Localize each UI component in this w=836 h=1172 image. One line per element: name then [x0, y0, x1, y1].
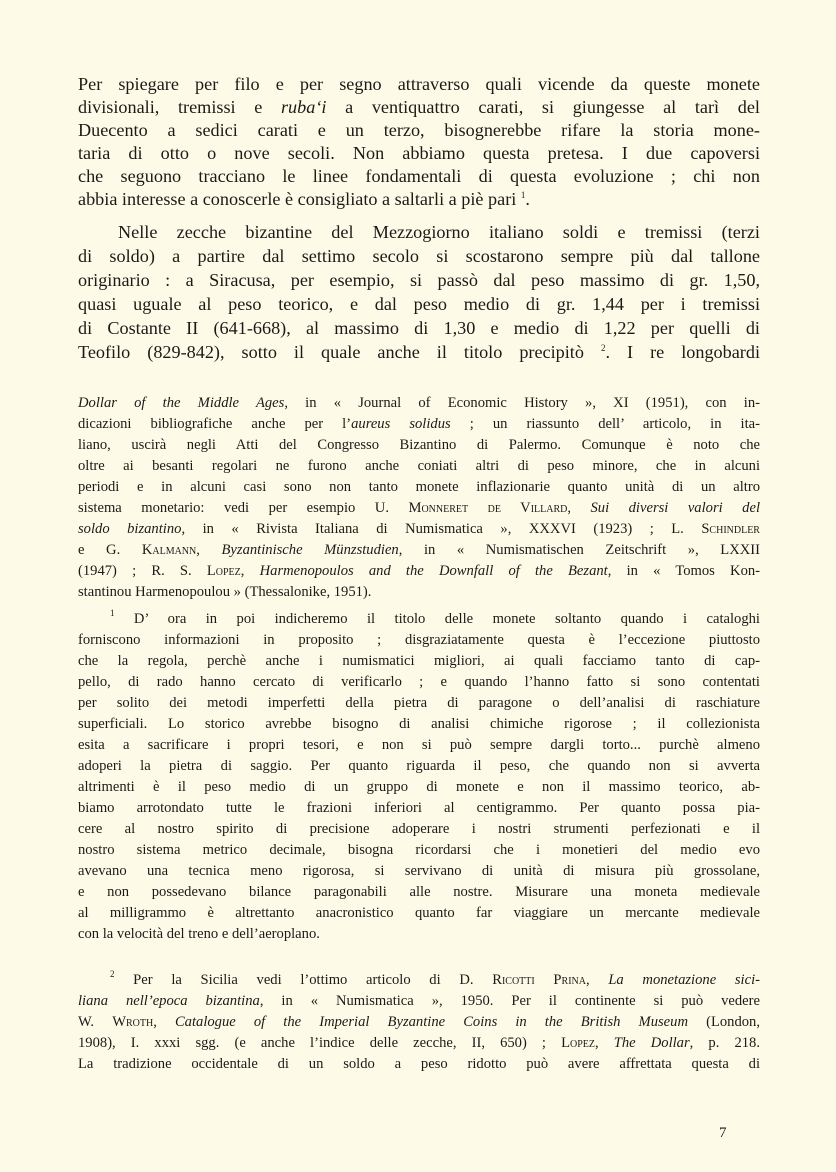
- text-span: sistema monetario: vedi per esempio U.: [78, 500, 409, 516]
- text-span: . I re longobardi: [605, 342, 760, 362]
- footnote-line: e non possedevano bilance paragonabili alle nostre. Misurare una moneta medievale: [78, 884, 760, 900]
- text-line: [78, 97, 760, 118]
- text-span: ,: [240, 563, 260, 579]
- text-span: D’ ora in poi indicheremo il titolo delle monete soltanto quando i cataloghi: [114, 611, 760, 627]
- italic-title: aureus solidus: [351, 416, 451, 432]
- text-span: , in « Numismatischen Zeitschrift », LXXII: [398, 542, 761, 558]
- text-span: ,: [585, 972, 609, 988]
- footnote-ref[interactable]: 2: [600, 343, 606, 353]
- author-name: Lopez: [206, 563, 241, 579]
- author-name: Schindler: [701, 521, 760, 537]
- footnote-line: liano, uscirà negli Atti del Congresso Bizantino di Palermo. Comunque è noto che: [78, 437, 760, 453]
- footnote-line: avevano una tecnica meno rigorosa, si servivano di unità di misura più grossolane,: [78, 863, 760, 879]
- italic-term: ruba‘i: [280, 97, 327, 117]
- footnote-line: La tradizione occidentale di un soldo a peso ridotto può avere affrettata questa di: [78, 1056, 760, 1072]
- text-span: Per la Sicilia vedi l’ottimo articolo di D.: [114, 972, 493, 988]
- footnote-line: [78, 542, 760, 559]
- footnote-line: [78, 563, 760, 580]
- footnote-line: [78, 416, 760, 433]
- footnote-line: [78, 1035, 760, 1052]
- page-number: 7: [719, 1125, 727, 1141]
- footnote-line: [78, 608, 760, 628]
- author-name: Monneret de Villard: [408, 500, 568, 516]
- italic-title: Byzantinische Münzstudien: [221, 542, 399, 558]
- italic-title: liana nell’epoca bizantina: [78, 993, 260, 1009]
- author-name: Ricotti Prina: [492, 972, 586, 988]
- text-span: , in « Rivista Italiana di Numismatica », XXXVI (1923) ; L.: [181, 521, 702, 537]
- text-span: a ventiquattro carati, si giungesse al tarì del: [326, 97, 760, 117]
- author-name: Wroth: [112, 1014, 154, 1030]
- footnote-line: nostro sistema metrico decimale, bisogna ricordarsi che i monetieri del medio evo: [78, 842, 760, 858]
- text-span: ,: [196, 542, 222, 558]
- footnote-line: superficiali. Lo storico avrebbe bisogno di analisi chimiche rigorose ; il collezionista: [78, 716, 760, 732]
- footnote-line: oltre ai besanti regolari ne furono anche coniati altri di peso minore, che in alcuni: [78, 458, 760, 474]
- text-span: dicazioni bibliografiche anche per l’: [78, 416, 352, 432]
- text-span: ; un riassunto dell’ articolo, in ita-: [450, 416, 761, 432]
- text-line: di Costante II (641-668), al massimo di 1,30 e medio di 1,22 per quelli di: [78, 318, 760, 338]
- text-span: ,: [567, 500, 591, 516]
- footnote-line: pello, di rado hanno cercato di verificarlo ; e quando l’hanno fatto si sono contentati: [78, 674, 760, 690]
- text-span: ,: [595, 1035, 614, 1051]
- footnote-line: stantinou Harmenopoulou » (Thessalonike, 1951).: [78, 584, 372, 600]
- italic-title: The Dollar: [613, 1035, 690, 1051]
- text-line: [78, 189, 760, 210]
- text-span: Teofilo (829-842), sotto il quale anche il titolo precipitò: [78, 342, 601, 362]
- footnote-line: che la regola, perchè anche i numismatici migliori, ai quali facciamo tanto di cap-: [78, 653, 760, 669]
- text-line: Duecento a sedici carati e un terzo, bisognerebbe rifare la storia mone-: [78, 120, 760, 140]
- text-span: ,: [153, 1014, 175, 1030]
- text-span: W.: [78, 1014, 113, 1030]
- text-span: e G.: [78, 542, 142, 558]
- text-span: (London,: [688, 1014, 761, 1030]
- footnote-marker: 2: [110, 969, 115, 979]
- footnote-line: cere al nostro spirito di precisione adoperare i nostri strumenti perfezionati e il: [78, 821, 760, 837]
- footnote-line: altrimenti è il peso medio di un gruppo di monete e non il massimo teorico, ab-: [78, 779, 760, 795]
- author-name: Kalmann: [141, 542, 197, 558]
- footnote-line: [78, 521, 760, 538]
- text-line: taria di otto o nove secoli. Non abbiamo questa pretesa. I due capoversi: [78, 143, 760, 163]
- footnote-line: biamo arrotondato tutte le frazioni inferiori al centigrammo. Per quanto possa pia-: [78, 800, 760, 816]
- text-span: divisionali, tremissi e: [78, 97, 281, 117]
- footnote-marker: 1: [110, 608, 115, 618]
- text-line: [78, 342, 760, 363]
- text-span: , in « Numismatica », 1950. Per il continente si può vedere: [259, 993, 760, 1009]
- italic-title: soldo bizantino: [78, 521, 182, 537]
- footnote-line: adoperi la pietra di saggio. Per quanto riguarda il peso, che quando non si avverta: [78, 758, 760, 774]
- author-name: Lopez: [561, 1035, 595, 1051]
- footnote-line: [78, 1014, 760, 1031]
- italic-title: Dollar of the Middle Ages: [78, 395, 285, 411]
- footnote-line: esita a sacrificare i propri tesori, e non si può sempre dargli torto... purchè almeno: [78, 737, 760, 753]
- footnote-line: forniscono informazioni in proposito ; disgraziatamente questa è l’eccezione piuttosto: [78, 632, 760, 648]
- text-line: originario : a Siracusa, per esempio, si passò dal peso massimo di gr. 1,50,: [78, 270, 760, 290]
- footnote-line: [78, 500, 760, 517]
- text-line: quasi uguale al peso teorico, e dal peso medio di gr. 1,44 per i tremissi: [78, 294, 760, 314]
- italic-title: Sui diversi valori del: [590, 500, 761, 516]
- text-span: 1908), I. xxxi sgg. (e anche l’indice delle zecche, II, 650) ;: [78, 1035, 562, 1051]
- text-span: .: [525, 189, 530, 209]
- text-span: , p. 218.: [689, 1035, 761, 1051]
- footnote-ref[interactable]: 1: [520, 190, 526, 200]
- footnote-line: periodi e in alcuni casi sono non tanto monete inflazionarie quanto unità di un altro: [78, 479, 760, 495]
- text-line: Nelle zecche bizantine del Mezzogiorno italiano soldi e tremissi (terzi: [118, 222, 760, 242]
- text-line: Per spiegare per filo e per segno attraverso quali vicende da queste monete: [78, 74, 760, 94]
- italic-title: La monetazione sici-: [608, 972, 760, 988]
- footnote-line: al milligrammo è altrettanto anacronistico quanto far viaggiare un mercante medievale: [78, 905, 760, 921]
- italic-title: Harmenopoulos and the Downfall of the Bezant: [259, 563, 608, 579]
- footnote-line: per solito dei metodi imperfetti della pietra di paragone o dell’analisi di raschiature: [78, 695, 760, 711]
- text-span: abbia interesse a conoscerle è consigliato a saltarli a piè pari: [78, 189, 521, 209]
- footnote-line: [78, 395, 760, 412]
- text-span: , in « Tomos Kon-: [607, 563, 761, 579]
- footnote-line: con la velocità del treno e dell’aeroplano.: [78, 926, 320, 942]
- footnote-line: [78, 969, 760, 989]
- italic-title: Catalogue of the Imperial Byzantine Coins in the British Museum: [174, 1014, 688, 1030]
- text-span: , in « Journal of Economic History », XI (1951), con in-: [284, 395, 760, 411]
- text-span: (1947) ; R. S.: [78, 563, 207, 579]
- text-line: di soldo) a partire dal settimo secolo si scostarono sempre più dal tallone: [78, 246, 760, 266]
- footnote-line: [78, 993, 760, 1010]
- text-line: che seguono tracciano le linee fondamentali di questa evoluzione ; chi non: [78, 166, 760, 186]
